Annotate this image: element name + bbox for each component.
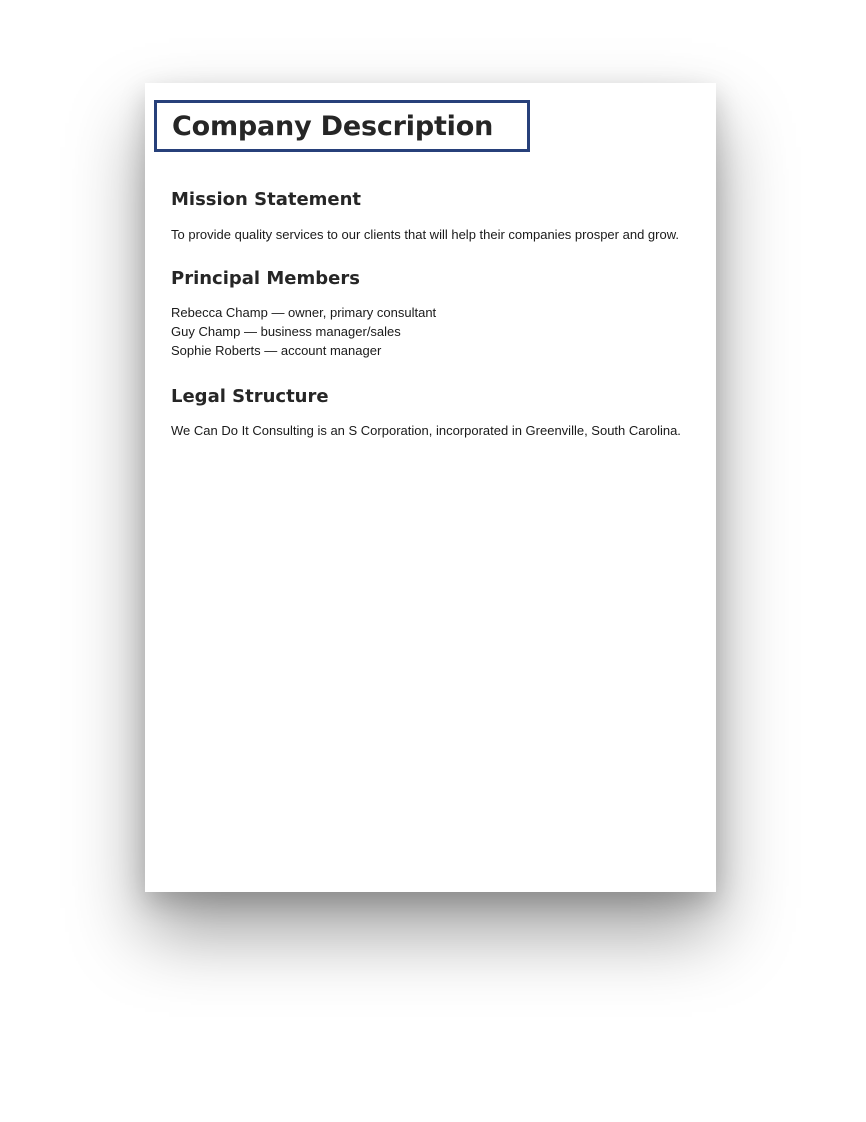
member-line: Sophie Roberts — account manager (171, 343, 382, 358)
member-line: Rebecca Champ — owner, primary consultant (171, 305, 437, 320)
member-line: Guy Champ — business manager/sales (171, 324, 401, 339)
page-title: Company Description (172, 110, 494, 142)
members-section (171, 268, 436, 360)
mission-section (171, 189, 679, 244)
document-page (145, 83, 716, 892)
mission-text: To provide quality services to our clients that will help their companies prosper and grow. (171, 227, 679, 242)
members-list (171, 303, 436, 360)
members-heading: Principal Members (171, 268, 360, 289)
legal-text: We Can Do It Consulting is an S Corporation, incorporated in Greenville, South Carolina. (171, 423, 681, 438)
legal-heading: Legal Structure (171, 386, 329, 407)
title-box (154, 100, 530, 152)
legal-section (171, 386, 681, 440)
mission-heading: Mission Statement (171, 189, 362, 210)
